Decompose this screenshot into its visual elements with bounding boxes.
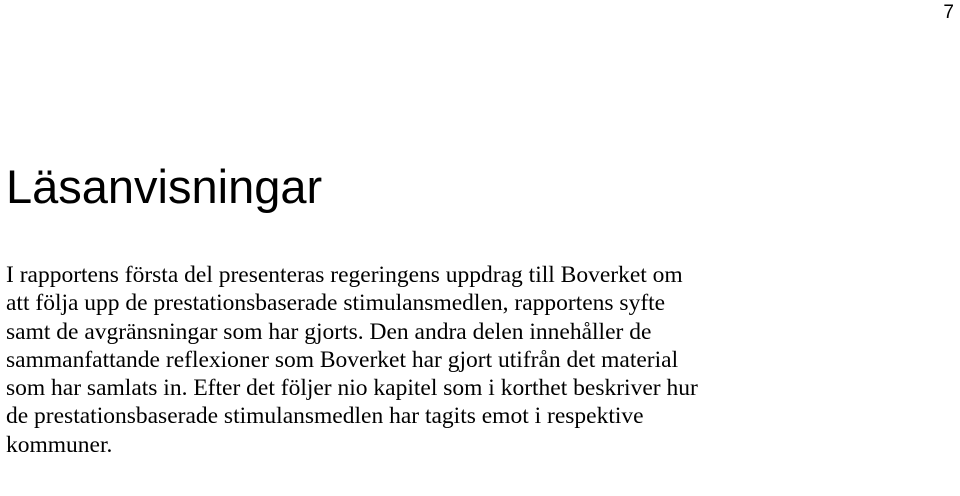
body-paragraph bbox=[6, 261, 698, 459]
page-number: 7 bbox=[943, 2, 954, 23]
paragraph-line: som har samlats in. Efter det följer nio kapitel som i korthet beskriver hur bbox=[6, 375, 698, 402]
paragraph-line: sammanfattande reflexioner som Boverket har gjort utifrån det material bbox=[6, 346, 679, 373]
paragraph-line: samt de avgränsningar som har gjorts. Den andra delen innehåller de bbox=[6, 318, 652, 345]
section-heading: Läsanvisningar bbox=[6, 160, 323, 213]
paragraph-line: de prestationsbaserade stimulansmedlen har tagits emot i respektive bbox=[6, 403, 644, 430]
paragraph-line: att följa upp de prestationsbaserade stimulansmedlen, rapportens syfte bbox=[6, 290, 666, 317]
paragraph-line: kommuner. bbox=[6, 431, 113, 458]
paragraph-line: I rapportens första del presenteras regeringens uppdrag till Boverket om bbox=[6, 262, 683, 288]
